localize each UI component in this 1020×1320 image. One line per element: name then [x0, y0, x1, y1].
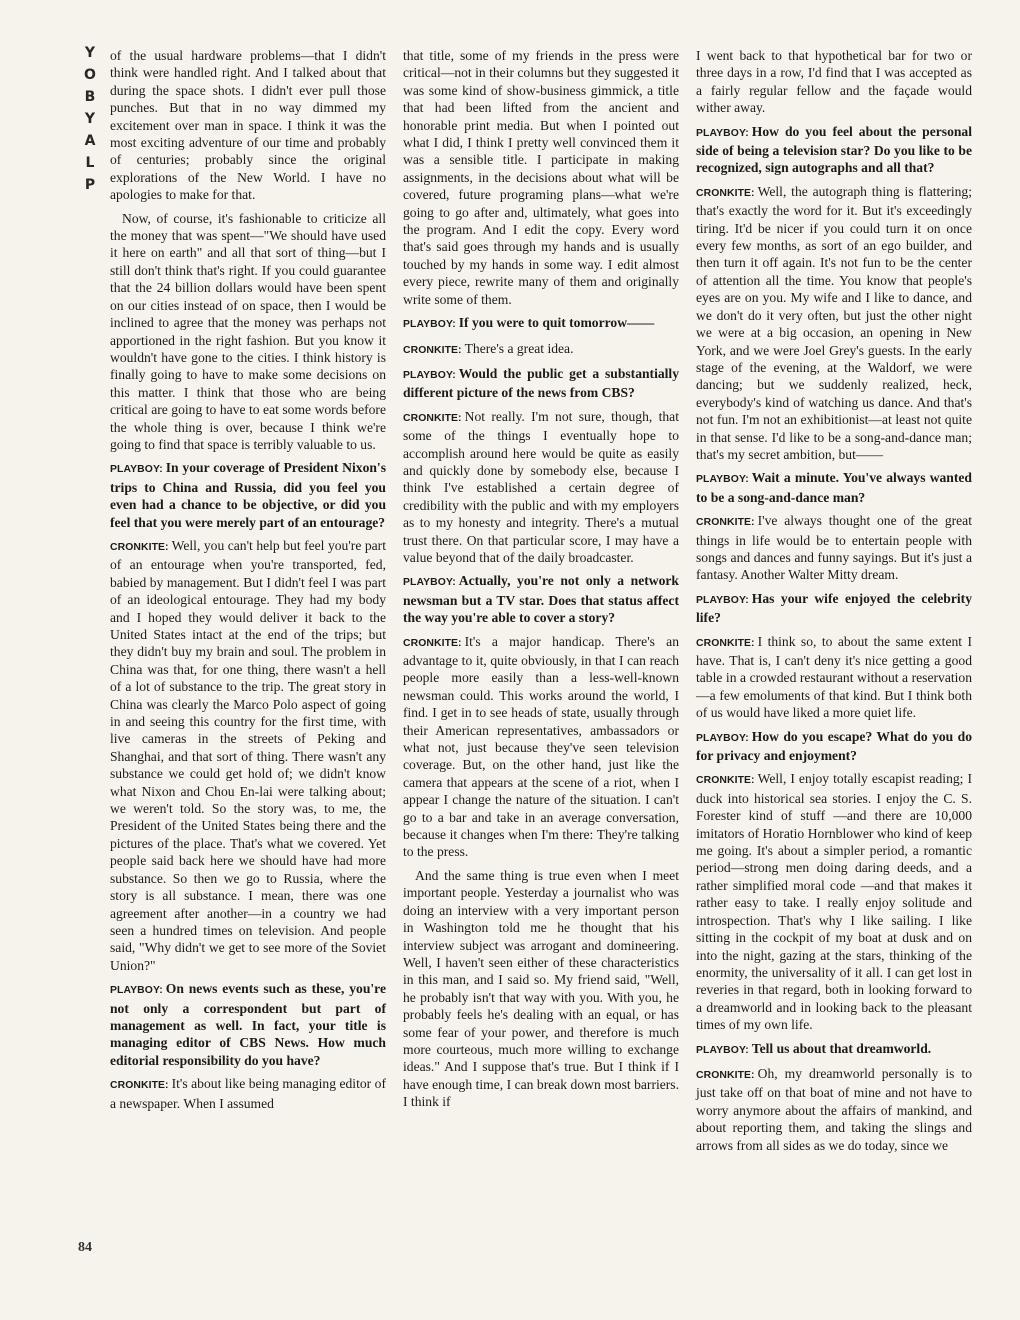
paragraph-text: I've always thought one of the great things in life would be to entertain people with songs and dances and funny sayings. But it's just a fantasy. Another Walter Mitty dream.: [696, 513, 972, 583]
body-paragraph: I went back to that hypothetical bar for two or three days in a row, I'd find that I was accepted as a fairly regular fellow and the façade would wither away.: [696, 48, 972, 116]
speaker-label: CRONKITE:: [403, 637, 462, 649]
interview-answer: [696, 1065, 972, 1154]
body-paragraph: Now, of course, it's fashionable to criticize all the money that was spent—"We should have used it here on earth" and all that sort of thing—but I still don't think that's right. If you could guarantee that the 24 billion dollars would have been spent on our cities instead of on space, then I would be inclined to agree that the money was perhaps not apportioned in the right fashion. But you know it wouldn't have gone to the cities. I think history is finally going to have to make some decisions on this matter. I think that those who are being critical are going to have to eat some words before the whole thing is over, because I think we're going to find that space is terribly valuable to us.: [110, 210, 386, 452]
interview-answer: [696, 183, 972, 464]
interview-question: [403, 572, 679, 626]
body-paragraph: of the usual hardware problems—that I didn't think were handled right. And I talked about that during the space shots. I didn't ever pull those punches. But that in no way dimmed my excitement over man in space. I think it was the most exciting adventure of our time and probably of centuries; probably since the original explorations of the New World. I have no apologies to make for that.: [110, 48, 386, 203]
interview-question: [110, 980, 386, 1069]
speaker-label: CRONKITE:: [403, 344, 462, 356]
page-number: 84: [78, 1240, 92, 1255]
speaker-label: CRONKITE:: [696, 775, 755, 787]
speaker-label: PLAYBOY:: [403, 369, 456, 381]
paragraph-text: There's a great idea.: [464, 340, 574, 356]
paragraph-text: Actually, you're not only a network newsman but a TV star. Does that status affect the way you're able to cover a story?: [403, 573, 679, 626]
interview-answer: [403, 633, 679, 861]
speaker-label: CRONKITE:: [696, 637, 755, 649]
speaker-label: PLAYBOY:: [696, 732, 749, 744]
paragraph-text: It's about like being managing editor of a newspaper. When I assumed: [110, 1076, 386, 1111]
text-column-3: [696, 47, 972, 1160]
paragraph-text: How do you feel about the personal side of being a television star? Do you like to be recognized, sign autographs and all that?: [696, 123, 972, 176]
speaker-label: PLAYBOY:: [110, 464, 163, 476]
speaker-label: CRONKITE:: [110, 1080, 169, 1092]
body-paragraph: that title, some of my friends in the press were critical—not in their columns but they suggested it was some kind of show-business gimmick, a title that had been lifted from the ancient and honorable print media. But when I pointed out what I did, I think I pretty well convinced them it was a sensible title. I participate in making assignments, in the decisions about what will be covered, future programing plans—what we're going to go after and, ultimately, what goes into the program. And I edit the copy. Every word that's said goes through my hands and is usually touched by my hands in some way. I edit almost every piece, rewrite many of them and originally write some of them.: [403, 48, 679, 307]
speaker-label: CRONKITE:: [403, 412, 462, 424]
speaker-label: PLAYBOY:: [696, 1044, 749, 1056]
paragraph-text: I think so, to about the same extent I have. That is, I can't deny it's nice getting a good table in a crowded restaurant without a reservation—a few emoluments of that kind. But I think both of us would have liked a more quiet life.: [696, 633, 972, 721]
paragraph-text: If you were to quit tomorrow——: [458, 315, 655, 331]
paragraph-text: Well, the autograph thing is flattering; that's exactly the word for it. But it's exceedingly tiring. It'd be nicer if you could turn it on once every few months, as sort of an ego builder, and then turn it off again. It's not fun to be the center of attention all the time. You know that people's eyes are on you. My wife and I like to dance, and we don't do it very often, but just the other night we were at a big occasion, an opening in New York, and we were Joel Grey's guests. In the early stage of the evening, at the Waldorf, we were dancing; but we suddenly realized, heck, everybody's kind of watching us dance. And that's not fun. I'm not an exhibitionist—at least not quite in that sense. I'd like to be a song-and-dance man; that's my secret ambition, but——: [696, 183, 972, 462]
speaker-label: PLAYBOY:: [696, 474, 749, 486]
speaker-label: CRONKITE:: [110, 541, 169, 553]
interview-question: [110, 459, 386, 531]
paragraph-text: Has your wife enjoyed the celebrity life?: [696, 590, 972, 626]
interview-answer: [403, 340, 679, 359]
interview-question: [696, 728, 972, 765]
paragraph-text: On news events such as these, you're not only a correspondent but part of management as well. In fact, your title is managing editor of CBS News. How much editorial responsibility do you have?: [110, 981, 386, 1068]
speaker-label: CRONKITE:: [696, 1069, 755, 1081]
speaker-label: CRONKITE:: [696, 187, 755, 199]
paragraph-text: Would the public get a substantially different picture of the news from CBS?: [403, 365, 679, 401]
paragraph-text: Not really. I'm not sure, though, that some of the things I eventually hope to accomplish around here would be quite as easily and quickly done by somebody else, because I think I've established a certain degree of credibility with the public and with my employers as to my honesty and integrity. There's a mutual trust there. On that particular score, I may have a value beyond that of the daily broadcaster.: [403, 408, 679, 565]
interview-question: [696, 1040, 972, 1059]
magazine-letter: Y: [84, 111, 96, 127]
interview-answer: [110, 537, 386, 974]
interview-question: [696, 123, 972, 177]
speaker-label: PLAYBOY:: [403, 577, 456, 589]
paragraph-text: Well, you can't help but feel you're part of an entourage when you're transported, fed, babied by management. But I didn't feel I was part of an ideological entourage. They had my body and I hoped they would deliver it back to the United States intact at the end of the trips; but they didn't buy my brain and soul. The problem in China was that, for one thing, there wasn't a hell of a lot of substance to the trip. The great story in China was clearly the Marco Polo aspect of going in and seeing this country for the first time, with live cameras in the streets of Peking and Shanghai, and that sort of thing. There wasn't any substance we could get hold of; we didn't know what Nixon and Chou En-lai were talking about; we weren't told. So the story was, to me, the President of the United States being there and the pictures of the place. That's what we covered. Yet people said back here we should have had more substance. So then we go to Russia, where the story is all substance. I mean, there was one agreement after another—in a country we had seen a hundred times on television. And people said, "Why didn't we get to see more of the Soviet Union?": [110, 537, 386, 973]
paragraph-text: How do you escape? What do you do for privacy and enjoyment?: [696, 728, 972, 764]
text-column-1: [110, 47, 386, 1118]
magazine-letter: Y: [84, 45, 96, 61]
body-paragraph: And the same thing is true even when I meet important people. Yesterday a journalist who was doing an interview with a very important person in Washington told me he thought that his interview subject was arrogant and domineering. Well, I haven't seen either of these characteristics in this man, and I said so. My friend said, "Well, he probably isn't that way with you. With you, he probably feels he's dealing with an equal, or has some fear of your power, and therefore is much more courteous, much more willing to exchange ideas." And I suppose that's true. But I think if I have enough time, I can break down most barriers. I think if: [403, 867, 679, 1110]
interview-answer: [696, 633, 972, 722]
paragraph-text: In your coverage of President Nixon's trips to China and Russia, did you feel you even had a chance to be objective, or did you feel that you were merely part of an entourage?: [110, 460, 386, 530]
interview-answer: [696, 512, 972, 584]
paragraph-text: Well, I enjoy totally escapist reading; I duck into historical sea stories. I enjoy the C. S. Forester kind of stuff —and there are 10,000 imitators of Horatio Hornblower who kind of keep me going. It's about a simpler period, a romantic period—strong men doing daring deeds, and a rather simplified moral code —and that makes it rather easy to take. I really enjoy solitude and introspection. That's why I like sailing. I like sitting in the cockpit of my boat at dusk and on into the night, gazing at the stars, thinking of the enormity, the universality of it all. I can get lost in reveries in that regard, both in looking forward to a dreamworld and in looking back to the pleasant times of my own life.: [696, 771, 972, 1033]
magazine-letter: A: [84, 133, 96, 149]
magazine-letter: P: [84, 177, 96, 193]
speaker-label: PLAYBOY:: [696, 127, 749, 139]
speaker-label: PLAYBOY:: [110, 985, 163, 997]
interview-question: [403, 365, 679, 402]
interview-answer: [403, 408, 679, 567]
speaker-label: CRONKITE:: [696, 517, 755, 529]
speaker-label: PLAYBOY:: [403, 319, 456, 331]
paragraph-text: Wait a minute. You've always wanted to be a song-and-dance man?: [696, 470, 972, 505]
paragraph-text: It's a major handicap. There's an advantage to it, quite obviously, in that I can reach people more easily than a less-well-known newsman could. This works around the world, I find. I get in to see heads of state, usually through their American representatives, ambassadors or what not, just because they've seen television coverage. But, on the other hand, just like the camera that appears at the scene of a riot, when I appear I change the nature of the situation. I can't go to a bar and take in an average conversation, because it changes when I'm there: They're talking to the press.: [403, 633, 679, 860]
speaker-label: PLAYBOY:: [696, 594, 749, 606]
magazine-letter: B: [84, 89, 96, 105]
interview-question: [696, 469, 972, 506]
interview-answer: [110, 1075, 386, 1112]
magazine-name-vertical: [80, 42, 100, 196]
text-column-2: [403, 47, 679, 1117]
interview-question: [696, 590, 972, 627]
paragraph-text: Oh, my dreamworld personally is to just take off on that boat of mine and not have to worry anymore about the affairs of mankind, and about reporting them, and taking the slings and arrows from all sides as we do today, since we: [696, 1065, 972, 1153]
interview-question: [403, 314, 679, 333]
interview-answer: [696, 770, 972, 1033]
magazine-letter: O: [84, 67, 96, 83]
paragraph-text: Tell us about that dreamworld.: [751, 1040, 932, 1056]
magazine-letter: L: [85, 155, 95, 171]
